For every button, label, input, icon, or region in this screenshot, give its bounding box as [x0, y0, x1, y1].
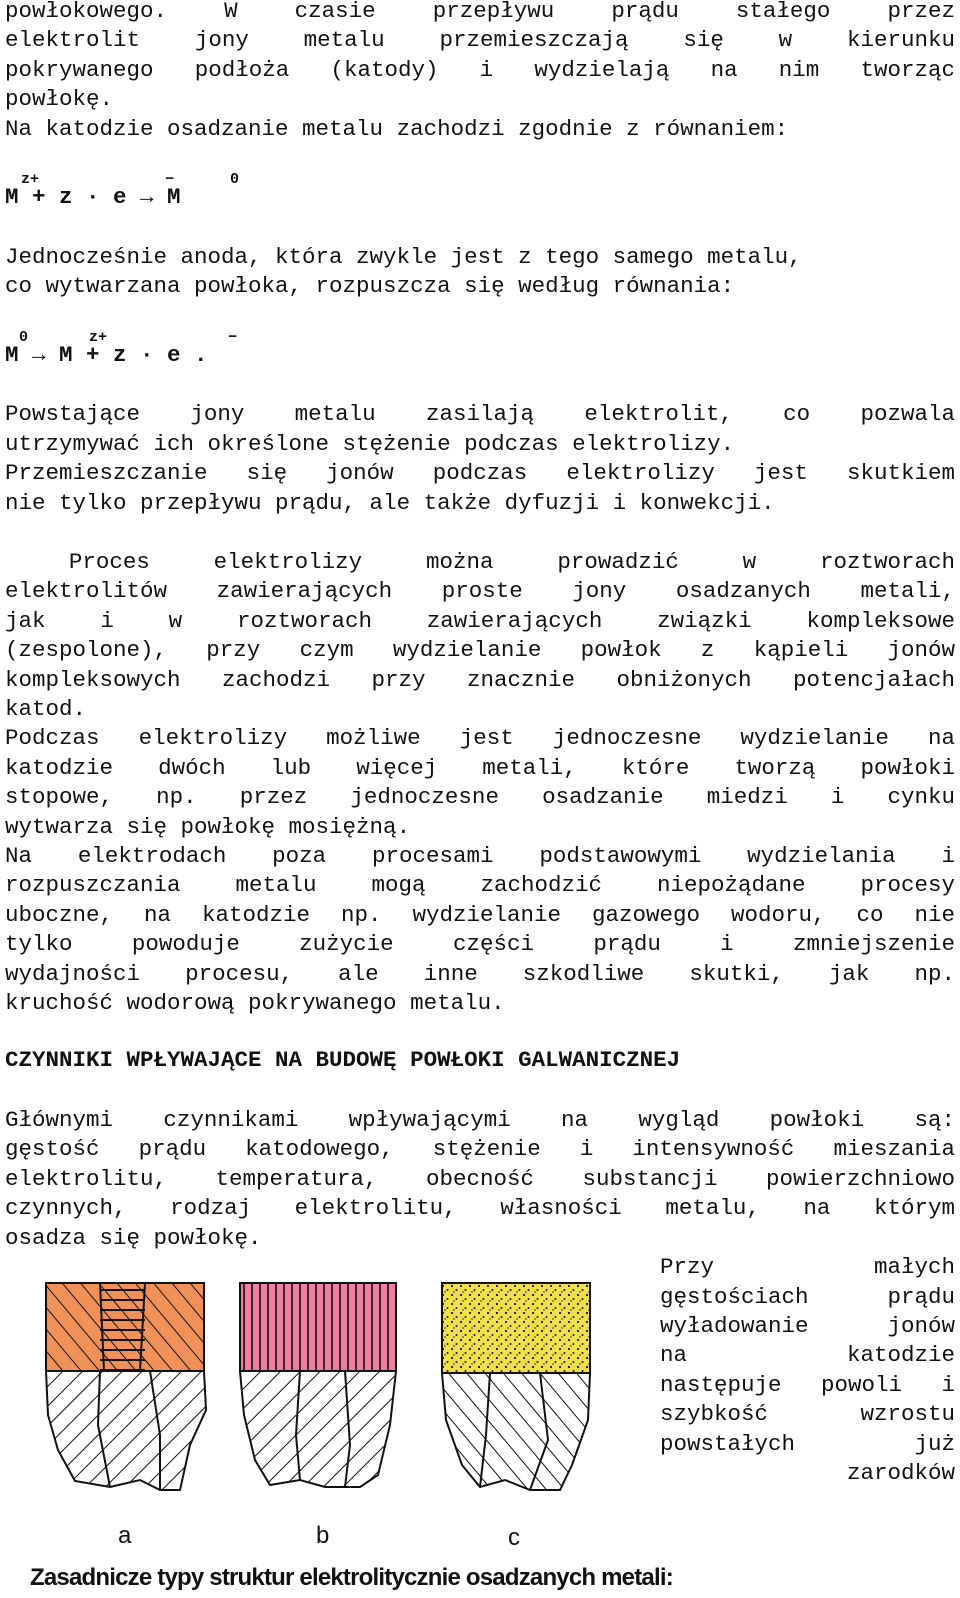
text-line: (zespolone), przy czym wydzielanie powłok z kąpieli jonów — [5, 637, 955, 663]
text-line: jak i w roztworach zawierających związki kompleksowe — [5, 608, 955, 634]
text-line: tylko powoduje zużycie części prądu i zmniejszenie — [5, 931, 955, 957]
equation-superscript: − — [165, 171, 175, 188]
section-heading: CZYNNIKI WPŁYWAJĄCE NA BUDOWĘ POWŁOKI GALWANICZNEJ — [5, 1047, 681, 1073]
text-line: kruchość wodorową pokrywanego metalu. — [5, 990, 505, 1016]
text-line: elektrolitów zawierających proste jony osadzanych metali, — [5, 578, 955, 604]
side-text-line: następuje powoli i — [660, 1372, 955, 1398]
side-text-line: na katodzie — [660, 1342, 955, 1368]
text-line: co wytwarzana powłoka, rozpuszcza się według równania: — [5, 273, 735, 299]
text-line: Jednocześnie anoda, która zwykle jest z tego samego metalu, — [5, 244, 802, 270]
text-line: powłokowego. W czasie przepływu prądu stałego przez — [5, 0, 955, 24]
side-text-line: szybkość wzrostu — [660, 1401, 955, 1427]
side-text-line: wyładowanie jonów — [660, 1313, 955, 1339]
structure-c — [442, 1283, 590, 1490]
figure-label-c: c — [508, 1524, 520, 1551]
text-line: katodzie dwóch lub więcej metali, które tworzą powłoki — [5, 755, 955, 781]
text-line: kompleksowych zachodzi przy znacznie obniżonych potencjałach — [5, 667, 955, 693]
figure-caption: Zasadnicze typy struktur elektrolitycznie osadzanych metali: — [30, 1564, 673, 1591]
text-line: Podczas elektrolizy możliwe jest jednoczesne wydzielanie na — [5, 725, 955, 751]
side-text-line: powstałych już — [660, 1431, 955, 1457]
text-line: wydajności procesu, ale inne szkodliwe skutki, jak np. — [5, 961, 955, 987]
equation-anode — [5, 318, 305, 378]
side-text-line: zarodków — [846, 1460, 955, 1486]
text-line: czynnych, rodzaj elektrolitu, własności metalu, na którym — [5, 1195, 955, 1221]
text-line: rozpuszczania metalu mogą zachodzić niepożądane procesy — [5, 872, 955, 898]
equation-main: M + z · e → M — [5, 184, 181, 210]
figure-label-a: a — [118, 1522, 132, 1549]
figure-label-b: b — [316, 1522, 330, 1549]
text-line: elektrolit jony metalu przemieszczają się w kierunku — [5, 27, 955, 53]
text-line: elektrolitu, temperatura, obecność substancji powierzchniowo — [5, 1166, 955, 1192]
text-line: wytwarza się powłokę mosiężną. — [5, 814, 411, 840]
text-line: powłokę. — [5, 86, 114, 112]
text-line: katod. — [5, 696, 87, 722]
equation-superscript: 0 — [19, 329, 29, 346]
equation-superscript: 0 — [230, 171, 240, 188]
text-line: nie tylko przepływu prądu, ale także dyfuzji i konwekcji. — [5, 490, 775, 516]
text-line: pokrywanego podłoża (katody) i wydzielają na nim tworząc — [5, 57, 955, 83]
text-line: Proces elektrolizy można prowadzić w roztworach — [5, 549, 955, 575]
text-line: Na katodzie osadzanie metalu zachodzi zgodnie z równaniem: — [5, 116, 789, 142]
side-text-line: Przy małych — [660, 1254, 955, 1280]
text-line: uboczne, na katodzie np. wydzielanie gazowego wodoru, co nie — [5, 902, 955, 928]
equation-main: M → M + z · e . — [5, 342, 208, 368]
text-line: Przemieszczanie się jonów podczas elektrolizy jest skutkiem — [5, 460, 955, 486]
equation-cathode — [5, 160, 305, 220]
text-line: gęstość prądu katodowego, stężenie i intensywność mieszania — [5, 1136, 955, 1162]
structure-a — [46, 1283, 206, 1490]
structure-diagram — [0, 1275, 640, 1565]
equation-superscript: − — [228, 329, 238, 346]
equation-superscript: z+ — [21, 171, 40, 188]
text-line: osadza się powłokę. — [5, 1225, 262, 1251]
structure-figure — [0, 1275, 673, 1597]
text-line: utrzymywać ich określone stężenie podczas elektrolizy. — [5, 431, 735, 457]
text-line: Powstające jony metalu zasilają elektrolit, co pozwala — [5, 401, 955, 427]
equation-superscript: z+ — [89, 329, 108, 346]
structure-b — [240, 1283, 396, 1487]
text-line: Na elektrodach poza procesami podstawowymi wydzielania i — [5, 843, 955, 869]
text-line: stopowe, np. przez jednoczesne osadzanie miedzi i cynku — [5, 784, 955, 810]
text-line: Głównymi czynnikami wpływającymi na wygląd powłoki są: — [5, 1107, 955, 1133]
side-text-line: gęstościach prądu — [660, 1284, 955, 1310]
